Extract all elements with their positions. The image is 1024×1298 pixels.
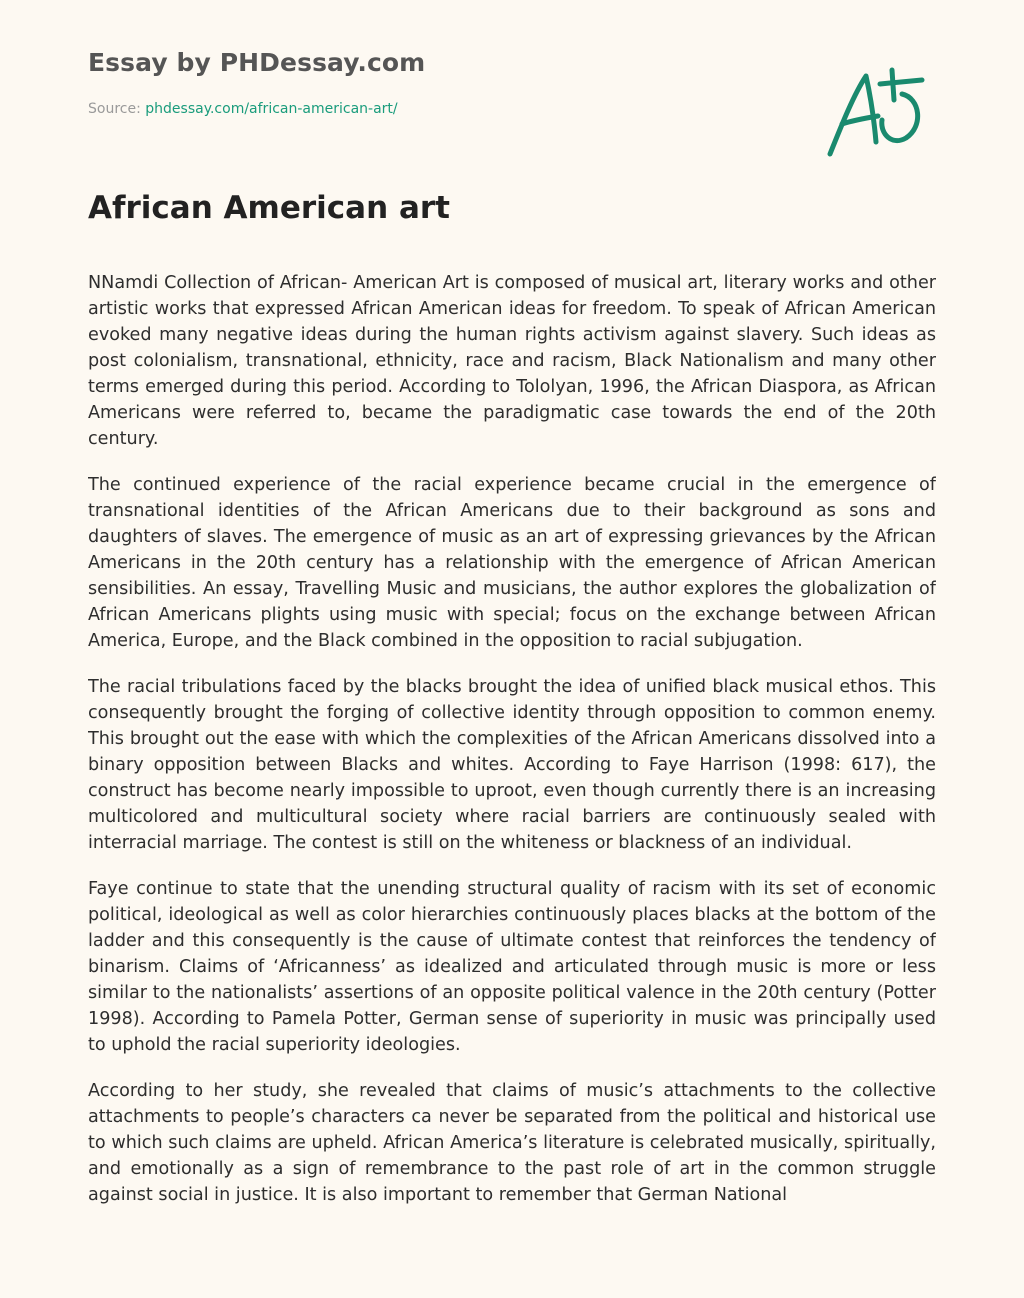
- site-title: Essay by PHDessay.com: [88, 48, 426, 77]
- source-link[interactable]: phdessay.com/african-american-art/: [145, 101, 398, 117]
- article-body: [88, 270, 936, 1250]
- source-label: Source:: [88, 101, 146, 117]
- paragraph: According to her study, she revealed that claims of music’s attachments to the collective attachments to people’s characters ca never be separated from the political and historical use to which such claims are upheld. African America’s literature is celebrated musically, spiritually, and emotionally as a sign of remembrance to the past role of art in the common struggle against social in justice. It is also important to remember that German National: [88, 1081, 936, 1205]
- a-plus-logo-icon: [820, 64, 930, 164]
- source-line: [88, 101, 398, 117]
- paragraph: Faye continue to state that the unending structural quality of racism with its set of economic political, ideological as well as color hierarchies continuously places blacks at the bottom of the ladder and this consequently is the cause of ultimate contest that reinforces the tendency of binarism. Claims of ‘Africanness’ as idealized and articulated through music is more or less similar to the nationalists’ assertions of an opposite political valence in the 20th century (Potter 1998). According to Pamela Potter, German sense of superiority in music was principally used to uphold the racial superiority ideologies.: [88, 879, 936, 1055]
- paragraph: The racial tribulations faced by the blacks brought the idea of unified black musical ethos. This consequently brought the forging of collective identity through opposition to common enemy. This brought out the ease with which the complexities of the African Americans dissolved into a binary opposition between Blacks and whites. According to Faye Harrison (1998: 617), the construct has become nearly impossible to uproot, even though currently there is an increasing multicolored and multicultural society where racial barriers are continuously sealed with interracial marriage. The contest is still on the whiteness or blackness of an individual.: [88, 677, 936, 853]
- paragraph: The continued experience of the racial experience became crucial in the emergence of transnational identities of the African Americans due to their background as sons and daughters of slaves. The emergence of music as an art of expressing grievances by the African Americans in the 20th century has a relationship with the emergence of African American sensibilities. An essay, Travelling Music and musicians, the author explores the globalization of African Americans plights using music with special; focus on the exchange between African America, Europe, and the Black combined in the opposition to racial subjugation.: [88, 475, 936, 651]
- paragraph: NNamdi Collection of African- American Art is composed of musical art, literary works and other artistic works that expressed African American ideas for freedom. To speak of African American evoked many negative ideas during the human rights activism against slavery. Such ideas as post colonialism, transnational, ethnicity, race and racism, Black Nationalism and many other terms emerged during this period. According to Tololyan, 1996, the African Diaspora, as African Americans were referred to, became the paradigmatic case towards the end of the 20th century.: [88, 273, 936, 449]
- article-title: African American art: [88, 190, 450, 226]
